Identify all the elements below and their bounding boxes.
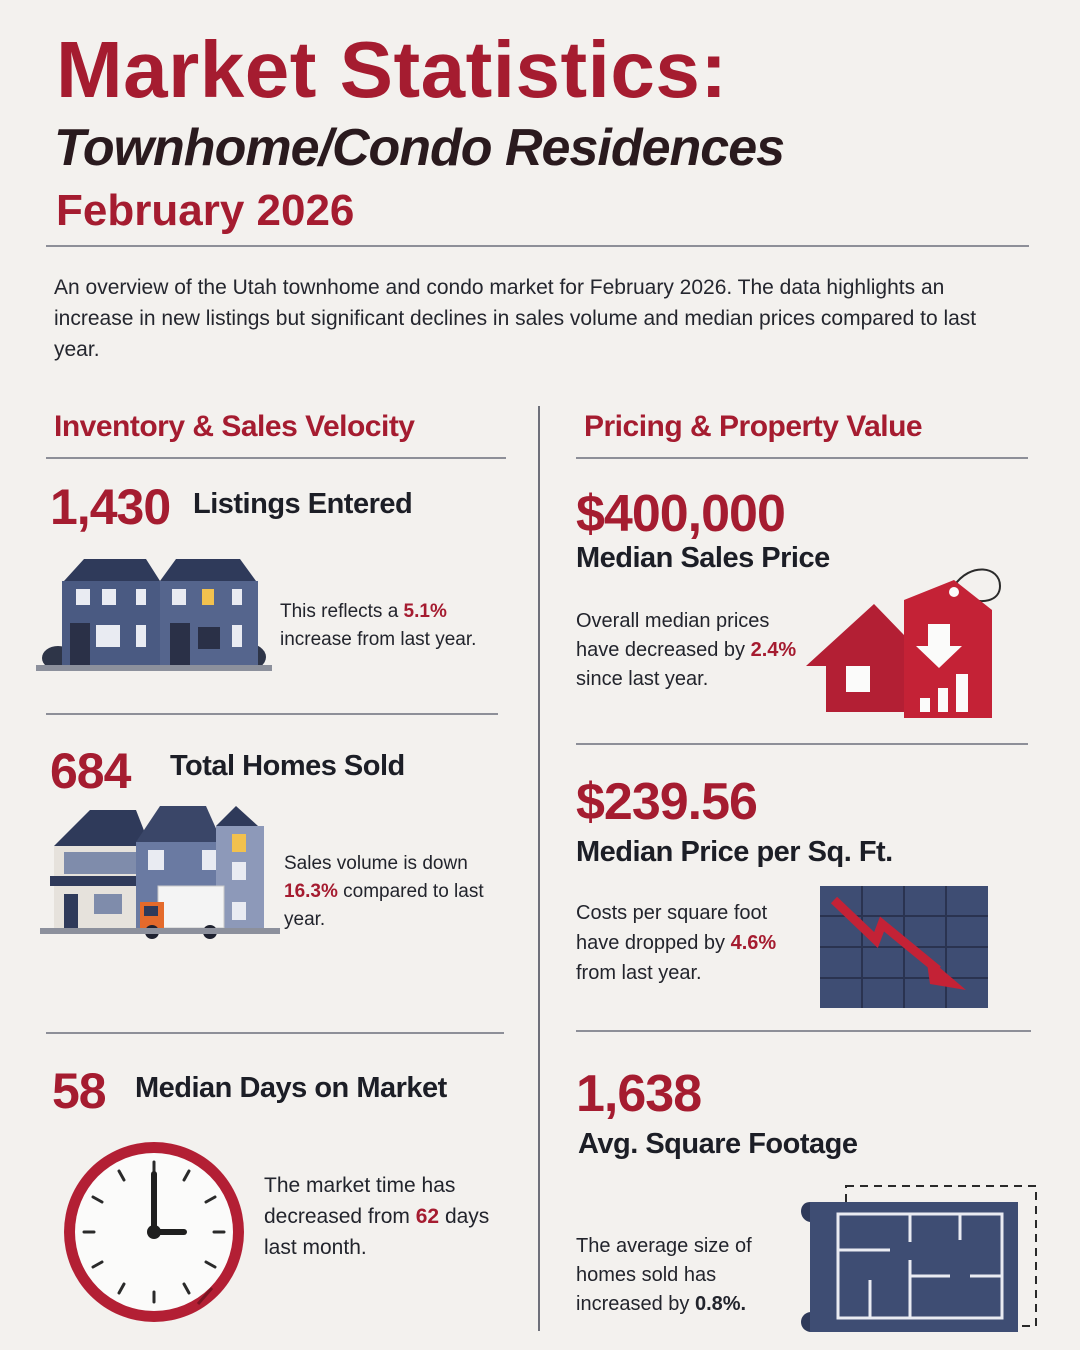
section-divider <box>46 457 506 459</box>
price-per-sqft-label: Median Price per Sq. Ft. <box>576 836 893 868</box>
section-divider <box>576 457 1028 459</box>
intro-paragraph: An overview of the Utah townhome and condo market for February 2026. The data highlights an increase in new listings but significant declines in sales volume and median prices compared to last year. <box>54 276 977 361</box>
listings-label: Listings Entered <box>193 488 413 520</box>
homes-sold-label: Total Homes Sold <box>170 750 405 782</box>
page-subtitle: Townhome/Condo Residences <box>54 119 785 177</box>
price-per-sqft-change: 4.6% <box>730 932 777 954</box>
house-price-tag-down-icon <box>804 562 1004 722</box>
listings-description: This reflects a 5.1% increase from last year. <box>280 601 477 650</box>
report-period: February 2026 <box>56 186 355 235</box>
townhomes-icon <box>36 555 272 675</box>
section-heading-inventory: Inventory & Sales Velocity <box>54 410 415 443</box>
homes-sold-change: 16.3% <box>284 881 338 902</box>
section-divider <box>576 1030 1031 1032</box>
days-on-market-description: The market time has decreased from 62 days last month. <box>264 1174 490 1259</box>
homes-sold-description: Sales volume is down 16.3% compared to last year. <box>284 853 484 930</box>
days-previous-value: 62 <box>415 1205 440 1228</box>
price-per-sqft-value: $239.56 <box>576 773 757 831</box>
listings-value: 1,430 <box>50 479 171 535</box>
homes-moving-truck-icon <box>40 802 280 944</box>
homes-sold-value: 684 <box>50 743 131 799</box>
floor-plan-blueprint-icon <box>800 1180 1040 1338</box>
avg-sqft-label: Avg. Square Footage <box>578 1128 858 1160</box>
days-on-market-value: 58 <box>52 1063 106 1119</box>
median-price-label: Median Sales Price <box>576 542 830 574</box>
median-price-change: 2.4% <box>750 639 797 661</box>
page-title: Market Statistics: <box>56 25 728 114</box>
avg-sqft-description: The average size of homes sold has increased by 0.8%. <box>576 1235 752 1315</box>
listings-change: 5.1% <box>403 601 447 622</box>
section-divider <box>46 713 498 715</box>
avg-sqft-change: 0.8%. <box>694 1293 747 1315</box>
section-divider <box>46 1032 504 1034</box>
declining-graph-icon <box>820 886 988 1008</box>
median-price-description: Overall median prices have decreased by 2.4% since last year. <box>576 610 797 690</box>
header-divider <box>46 245 1029 247</box>
avg-sqft-value: 1,638 <box>576 1065 702 1123</box>
days-on-market-label: Median Days on Market <box>135 1072 447 1104</box>
median-price-value: $400,000 <box>576 485 785 543</box>
section-divider <box>576 743 1028 745</box>
column-divider <box>538 406 540 1331</box>
clock-icon <box>60 1138 248 1326</box>
section-heading-pricing: Pricing & Property Value <box>584 410 923 443</box>
price-per-sqft-description: Costs per square foot have dropped by 4.6% from last year. <box>576 902 777 984</box>
